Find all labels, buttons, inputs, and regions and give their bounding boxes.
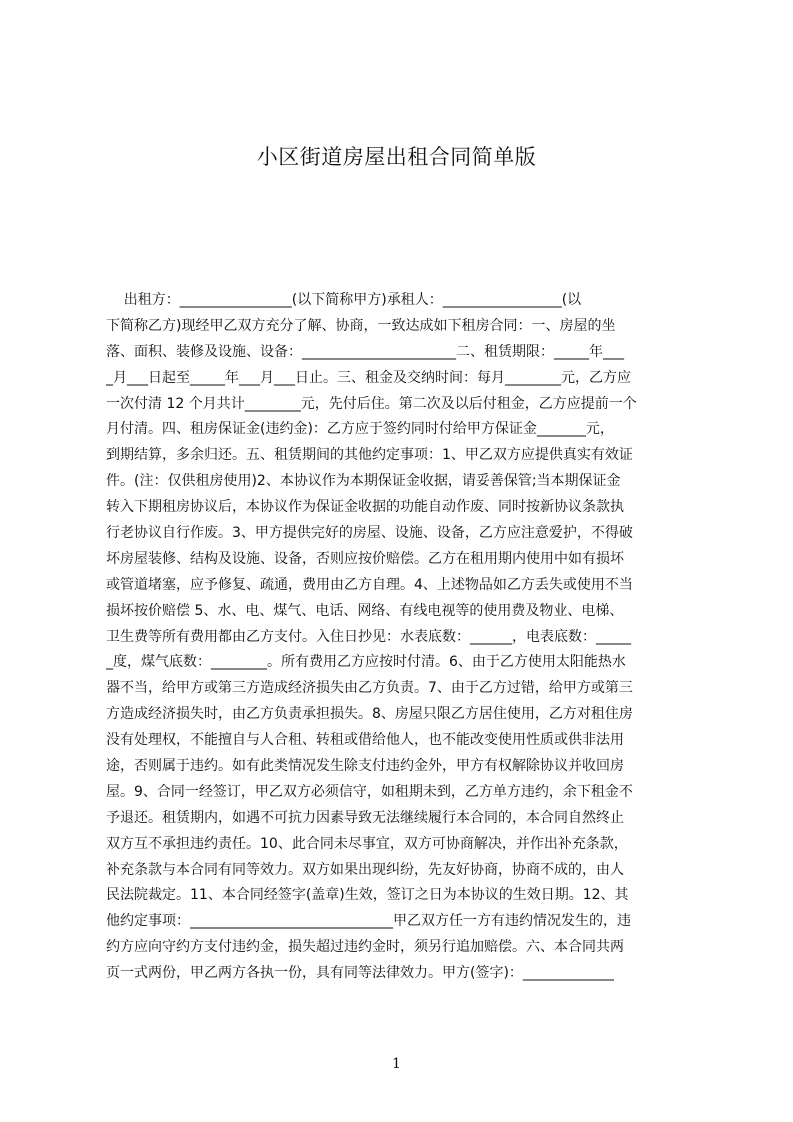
body-line: 器不当，给甲方或第三方造成经济损失由乙方负责。7、由于乙方过错，给甲方或第三: [106, 680, 633, 697]
body-line: 坏房屋装修、结构及设施、设备，否则应按价赔偿。乙方在租用期内使用中如有损坏: [106, 550, 624, 567]
body-line: 或管道堵塞，应予修复、疏通，费用由乙方自理。4、上述物品如乙方丢失或使用不当: [106, 576, 633, 593]
body-line: 民法院裁定。11、本合同经签字(盖章)生效，签订之日为本协议的生效日期。12、其: [106, 887, 629, 904]
body-line: 途，否则属于违约。如有此类情况发生除支付违约金外，甲方有权解除协议并收回房: [106, 758, 624, 775]
body-line: _度，煤气底数：________。所有费用乙方应按时付清。6、由于乙方使用太阳能热水: [106, 654, 626, 671]
body-line: 下简称乙方)现经甲乙双方充分了解、协商，一致达成如下租房合同：一、房屋的坐: [106, 317, 616, 334]
body-line: 到期结算，多余归还。五、租赁期间的其他约定事项：1、甲乙双方应提供真实有效证: [106, 447, 633, 464]
body-line: 补充条款与本合同有同等效力。双方如果出现纠纷，先友好协商，协商不成的，由人: [106, 861, 624, 878]
body-line: _月___日起至_____年___月___日止。三、租金及交纳时间：每月________元，乙方应: [106, 369, 631, 386]
body-line: 双方互不承担违约责任。10、此合同未尽事宜，双方可协商解决，并作出补充条款，: [106, 835, 628, 852]
document-title: 小区街道房屋出租合同简单版: [256, 145, 537, 169]
body-line: 方造成经济损失时，由乙方负责承担损失。8、房屋只限乙方居住使用，乙方对租住房: [106, 706, 633, 723]
contract-body: [106, 288, 697, 987]
body-line: 约方应向守约方支付违约金，损失超过违约金时，须另行追加赔偿。六、本合同共两: [106, 939, 624, 956]
body-line: 一次付清 12 个月共计________元，先付后住。第二次及以后付租金，乙方应提前一个: [106, 395, 637, 412]
body-line: 落、面积、装修及设施、设备：______________________二、租赁期限：_____年___: [106, 343, 624, 360]
body-line: 损坏按价赔偿 5、水、电、煤气、电话、网络、有线电视等的使用费及物业、电梯、: [106, 602, 624, 619]
body-line: 卫生费等所有费用都由乙方支付。入住日抄见：水表底数：______，电表底数：_____: [106, 628, 631, 645]
body-line: 没有处理权，不能擅自与人合租、转租或借给他人，也不能改变使用性质或供非法用: [106, 732, 624, 749]
body-line: 行老协议自行作废。3、甲方提供完好的房屋、设施、设备，乙方应注意爱护，不得破: [106, 525, 633, 542]
body-line: 出租方：________________(以下简称甲方)承租人：_________________(以: [106, 292, 582, 308]
page-number: 1: [392, 1056, 401, 1072]
body-line: 他约定事项：_____________________________甲乙双方任一方有违约情况发生的，违: [106, 913, 631, 930]
body-line: 屋。9、合同一经签订，甲乙双方必须信守，如租期未到，乙方单方违约，余下租金不: [106, 783, 633, 800]
body-line: 转入下期租房协议后，本协议作为保证金收据的功能自动作废、同时按新协议条款执: [106, 499, 624, 516]
body-line: 页一式两份，甲乙两方各执一份，具有同等法律效力。甲方(签字)：_____________: [106, 965, 614, 982]
body-line: 件。(注：仅供租房使用)2、本协议作为本期保证金收据，请妥善保管;当本期保证金: [106, 473, 621, 490]
body-line: 月付清。四、租房保证金(违约金)：乙方应于签约同时付给甲方保证金_______元，: [106, 421, 614, 438]
body-line: 予退还。租赁期内，如遇不可抗力因素导致无法继续履行本合同的，本合同自然终止: [106, 809, 624, 826]
